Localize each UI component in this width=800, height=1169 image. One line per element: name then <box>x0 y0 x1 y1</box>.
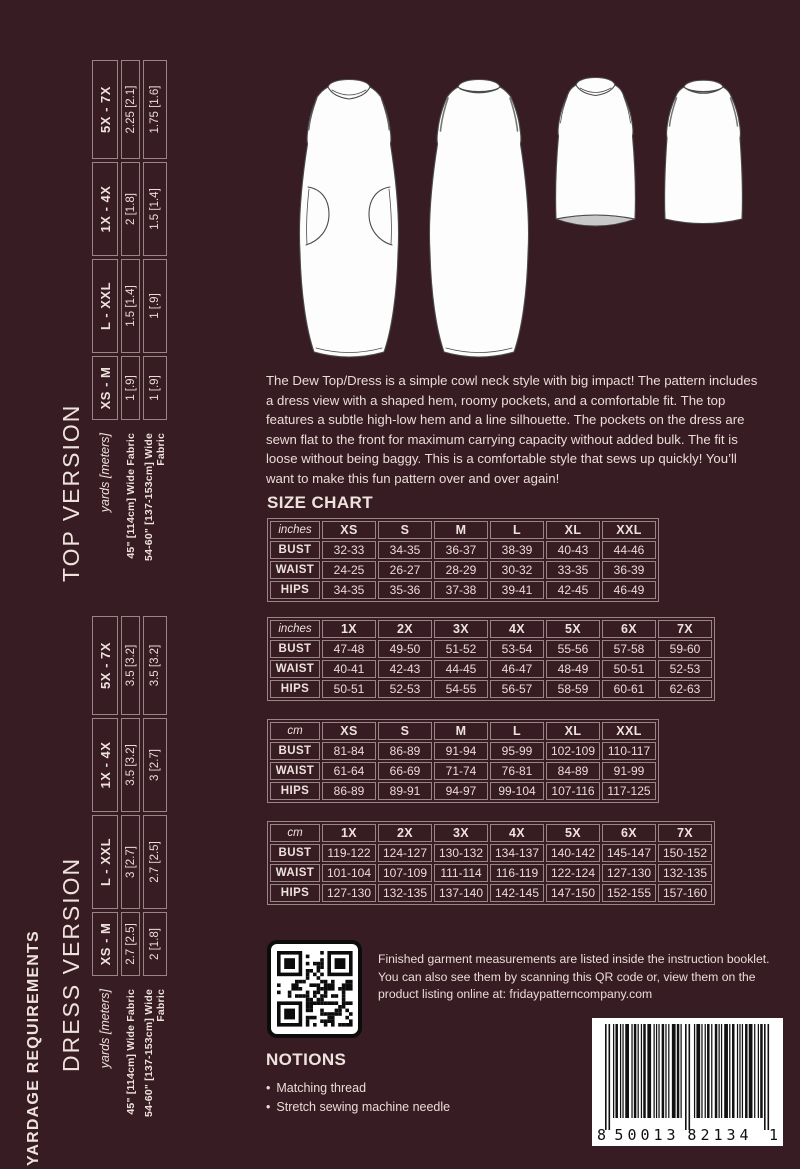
size-chart-row <box>270 680 712 698</box>
size-header-cell: S <box>378 521 432 539</box>
top-back-drawing <box>665 80 743 223</box>
measurement-label-cell: WAIST <box>270 561 320 579</box>
measurement-value-cell: 37-38 <box>434 581 488 599</box>
dress-version-section <box>55 576 185 1142</box>
measurement-value-cell: 142-145 <box>490 884 544 902</box>
measurement-value-cell: 71-74 <box>434 762 488 780</box>
measurement-value-cell: 62-63 <box>658 680 712 698</box>
measurement-label-cell: WAIST <box>270 660 320 678</box>
measurement-value-cell: 38-39 <box>490 541 544 559</box>
measurement-value-cell: 55-56 <box>546 640 600 658</box>
yards-meters-label: yards [meters] <box>98 433 112 513</box>
qr-code-pattern <box>271 944 358 1034</box>
measurement-label-cell: BUST <box>270 742 320 760</box>
yardage-size-header-cell: L - XXL <box>92 815 118 909</box>
measurement-value-cell: 99-104 <box>490 782 544 800</box>
size-chart-table <box>267 821 715 905</box>
measurement-value-cell: 24-25 <box>322 561 376 579</box>
measurement-value-cell: 40-41 <box>322 660 376 678</box>
yardage-size-header-cell: 5X - 7X <box>92 616 118 715</box>
size-chart-header-row <box>270 521 656 539</box>
top-version-section <box>55 20 185 586</box>
measurement-label-cell: WAIST <box>270 864 320 882</box>
size-chart-row <box>270 762 656 780</box>
measurement-value-cell: 54-55 <box>434 680 488 698</box>
measurement-value-cell: 59-60 <box>658 640 712 658</box>
measurement-value-cell: 110-117 <box>602 742 656 760</box>
size-chart-row <box>270 884 712 902</box>
yardage-requirements-title: YARDAGE REQUIREMENTS <box>25 930 42 1166</box>
measurement-value-cell: 57-58 <box>602 640 656 658</box>
size-chart-row <box>270 561 656 579</box>
measurement-value-cell: 46-49 <box>602 581 656 599</box>
measurement-value-cell: 42-43 <box>378 660 432 678</box>
description-line: a dress view with a shaped hem, roomy pockets, and a comfortable fit. The top <box>266 392 726 408</box>
size-table-inches-xs-xxl <box>267 518 659 602</box>
pattern-description <box>266 371 757 489</box>
dress-version-yardage-table <box>89 576 170 1142</box>
measurement-value-cell: 44-45 <box>434 660 488 678</box>
yardage-value-cell: 3 [2.7] <box>121 815 140 909</box>
yardage-size-header-cell: XS - M <box>92 356 118 420</box>
size-header-cell: S <box>378 722 432 740</box>
size-chart-row <box>270 640 712 658</box>
measurement-value-cell: 50-51 <box>322 680 376 698</box>
dress-back-drawing <box>429 80 528 358</box>
measurement-value-cell: 101-104 <box>322 864 376 882</box>
yards-meters-label: yards [meters] <box>98 989 112 1069</box>
measurement-value-cell: 119-122 <box>322 844 376 862</box>
size-header-cell: M <box>434 722 488 740</box>
yardage-table <box>89 613 170 1142</box>
measurement-value-cell: 51-52 <box>434 640 488 658</box>
measurement-value-cell: 52-53 <box>378 680 432 698</box>
measurement-value-cell: 26-27 <box>378 561 432 579</box>
yardage-value-cell: 1.5 [1.4] <box>143 162 167 256</box>
qr-note-line: product listing online at: fridaypatterncompany.com <box>378 987 653 1002</box>
fabric-width-label: 54-60" [137-153cm] Wide Fabric <box>143 433 167 561</box>
yardage-value-cell: 1.75 [1.6] <box>143 60 167 159</box>
measurement-value-cell: 95-99 <box>490 742 544 760</box>
dress-front-drawing <box>299 80 398 358</box>
measurement-value-cell: 28-29 <box>434 561 488 579</box>
size-header-cell: 4X <box>490 620 544 638</box>
yardage-row <box>143 60 167 583</box>
yardage-value-cell: 1 [.9] <box>143 356 167 420</box>
description-line: The Dew Top/Dress is a simple cowl neck style with big impact! The pattern includes <box>266 373 758 388</box>
measurement-value-cell: 117-125 <box>602 782 656 800</box>
measurement-value-cell: 94-97 <box>434 782 488 800</box>
yardage-header-row <box>92 616 118 1139</box>
yardage-value-cell: 1.5 [1.4] <box>121 259 140 353</box>
yardage-size-header-cell: XS - M <box>92 912 118 976</box>
yardage-size-header-cell: 1X - 4X <box>92 162 118 256</box>
size-header-cell: 5X <box>546 824 600 842</box>
yardage-value-cell: 3 [2.7] <box>143 718 167 812</box>
size-chart-row <box>270 782 656 800</box>
measurement-label-cell: HIPS <box>270 884 320 902</box>
measurement-value-cell: 107-109 <box>378 864 432 882</box>
measurement-value-cell: 52-53 <box>658 660 712 678</box>
size-header-cell: XXL <box>602 722 656 740</box>
qr-note-line: You can also see them by scanning this QR code or, view them on the <box>378 969 756 984</box>
size-header-cell: 4X <box>490 824 544 842</box>
yardage-value-cell: 3.5 [3.2] <box>121 718 140 812</box>
size-header-cell: 5X <box>546 620 600 638</box>
size-header-cell: 1X <box>322 824 376 842</box>
measurement-value-cell: 39-41 <box>490 581 544 599</box>
size-chart-row <box>270 581 656 599</box>
measurement-value-cell: 89-91 <box>378 782 432 800</box>
yardage-value-cell: 1 [.9] <box>121 356 140 420</box>
measurement-label-cell: BUST <box>270 844 320 862</box>
size-header-cell: 3X <box>434 824 488 842</box>
yardage-value-cell: 3.5 [3.2] <box>121 616 140 715</box>
unit-label-cell: inches <box>270 521 320 539</box>
garment-drawings-svg <box>265 55 775 370</box>
top-version-title: TOP VERSION <box>58 403 84 582</box>
measurement-value-cell: 58-59 <box>546 680 600 698</box>
measurement-value-cell: 48-49 <box>546 660 600 678</box>
size-header-cell: XXL <box>602 521 656 539</box>
measurement-value-cell: 91-94 <box>434 742 488 760</box>
yardage-header-row <box>92 60 118 583</box>
yardage-value-cell: 2 [1.8] <box>143 912 167 976</box>
measurement-value-cell: 56-57 <box>490 680 544 698</box>
size-chart-row <box>270 541 656 559</box>
yardage-value-cell: 2 [1.8] <box>121 162 140 256</box>
measurement-value-cell: 127-130 <box>602 864 656 882</box>
measurement-value-cell: 140-142 <box>546 844 600 862</box>
size-chart-row <box>270 864 712 882</box>
unit-label-cell: cm <box>270 824 320 842</box>
measurement-value-cell: 91-99 <box>602 762 656 780</box>
size-chart-header-row <box>270 722 656 740</box>
upc-barcode-svg <box>592 1018 783 1146</box>
notions-title: NOTIONS <box>266 1050 347 1069</box>
measurement-value-cell: 152-155 <box>602 884 656 902</box>
measurement-value-cell: 36-39 <box>602 561 656 579</box>
notion-item: • Matching thread <box>266 1079 450 1098</box>
size-header-cell: XS <box>322 722 376 740</box>
measurement-value-cell: 42-45 <box>546 581 600 599</box>
measurement-value-cell: 40-43 <box>546 541 600 559</box>
description-line: features a subtle high-low hem and a line silhouette. The pockets on the dress are <box>266 412 745 428</box>
measurement-value-cell: 132-135 <box>378 884 432 902</box>
measurement-value-cell: 47-48 <box>322 640 376 658</box>
measurement-value-cell: 86-89 <box>322 782 376 800</box>
measurement-label-cell: HIPS <box>270 782 320 800</box>
unit-label-cell: inches <box>270 620 320 638</box>
measurement-label-cell: HIPS <box>270 680 320 698</box>
size-chart-table <box>267 518 659 602</box>
measurement-value-cell: 127-130 <box>322 884 376 902</box>
size-table-cm-xs-xxl <box>267 719 659 803</box>
measurement-value-cell: 35-36 <box>378 581 432 599</box>
size-header-cell: 2X <box>378 824 432 842</box>
description-line: want to make this fun pattern over and over again! <box>266 470 560 486</box>
size-header-cell: XS <box>322 521 376 539</box>
measurement-value-cell: 150-152 <box>658 844 712 862</box>
qr-note-text <box>378 951 770 1004</box>
qr-code <box>267 940 362 1038</box>
measurement-label-cell: HIPS <box>270 581 320 599</box>
measurement-value-cell: 50-51 <box>602 660 656 678</box>
size-table-inches-1x-7x <box>267 617 715 701</box>
yardage-value-cell: 3.5 [3.2] <box>143 616 167 715</box>
measurement-value-cell: 32-33 <box>322 541 376 559</box>
measurement-value-cell: 44-46 <box>602 541 656 559</box>
measurement-value-cell: 145-147 <box>602 844 656 862</box>
size-chart-header-row <box>270 620 712 638</box>
yardage-value-cell: 2.7 [2.5] <box>121 912 140 976</box>
measurement-label-cell: BUST <box>270 541 320 559</box>
measurement-value-cell: 76-81 <box>490 762 544 780</box>
measurement-value-cell: 132-135 <box>658 864 712 882</box>
yardage-row <box>121 60 140 583</box>
measurement-value-cell: 30-32 <box>490 561 544 579</box>
measurement-value-cell: 116-119 <box>490 864 544 882</box>
measurement-value-cell: 111-114 <box>434 864 488 882</box>
yardage-row <box>121 616 140 1139</box>
notions-list <box>266 1079 450 1116</box>
notion-item: • Stretch sewing machine needle <box>266 1098 450 1117</box>
description-line: sewn flat to the front for maximum carrying capacity without added bulk. The fit is <box>266 431 738 447</box>
measurement-value-cell: 34-35 <box>322 581 376 599</box>
measurement-value-cell: 60-61 <box>602 680 656 698</box>
qr-note-line: Finished garment measurements are listed inside the instruction booklet. <box>378 952 770 966</box>
dress-version-title: DRESS VERSION <box>58 856 84 1072</box>
yardage-table <box>89 57 170 586</box>
size-header-cell: 7X <box>658 620 712 638</box>
yardage-value-cell: 1 [.9] <box>143 259 167 353</box>
size-header-cell: 3X <box>434 620 488 638</box>
yardage-value-cell: 2.7 [2.5] <box>143 815 167 909</box>
measurement-value-cell: 81-84 <box>322 742 376 760</box>
size-chart-row <box>270 844 712 862</box>
measurement-value-cell: 134-137 <box>490 844 544 862</box>
yardage-size-header-cell: 1X - 4X <box>92 718 118 812</box>
size-header-cell: 6X <box>602 620 656 638</box>
measurement-value-cell: 130-132 <box>434 844 488 862</box>
measurement-value-cell: 53-54 <box>490 640 544 658</box>
size-header-cell: L <box>490 722 544 740</box>
measurement-value-cell: 49-50 <box>378 640 432 658</box>
measurement-value-cell: 137-140 <box>434 884 488 902</box>
measurement-value-cell: 36-37 <box>434 541 488 559</box>
barcode-digit-left: 8 <box>597 1126 607 1144</box>
size-chart-table <box>267 719 659 803</box>
fabric-width-label: 45" [114cm] Wide Fabric <box>124 433 137 559</box>
measurement-value-cell: 102-109 <box>546 742 600 760</box>
measurement-value-cell: 124-127 <box>378 844 432 862</box>
measurement-value-cell: 107-116 <box>546 782 600 800</box>
measurement-value-cell: 122-124 <box>546 864 600 882</box>
size-chart-title: SIZE CHART <box>267 493 373 512</box>
measurement-label-cell: BUST <box>270 640 320 658</box>
size-header-cell: M <box>434 521 488 539</box>
measurement-value-cell: 86-89 <box>378 742 432 760</box>
barcode-digits-group2: 82134 <box>687 1126 753 1144</box>
size-table-cm-1x-7x <box>267 821 715 905</box>
top-front-drawing <box>556 78 636 227</box>
size-chart-header-row <box>270 824 712 842</box>
garment-line-drawings <box>265 55 775 370</box>
notions-section <box>266 1050 450 1116</box>
measurement-value-cell: 61-64 <box>322 762 376 780</box>
size-chart-table <box>267 617 715 701</box>
size-chart-row <box>270 660 712 678</box>
yardage-size-header-cell: L - XXL <box>92 259 118 353</box>
measurement-value-cell: 34-35 <box>378 541 432 559</box>
barcode-digit-right: 1 <box>768 1126 778 1144</box>
measurement-label-cell: WAIST <box>270 762 320 780</box>
measurement-value-cell: 147-150 <box>546 884 600 902</box>
size-header-cell: 2X <box>378 620 432 638</box>
measurement-value-cell: 66-69 <box>378 762 432 780</box>
fabric-width-label: 54-60" [137-153cm] Wide Fabric <box>143 989 167 1117</box>
yardage-row <box>143 616 167 1139</box>
measurement-value-cell: 46-47 <box>490 660 544 678</box>
measurement-value-cell: 33-35 <box>546 561 600 579</box>
description-line: loose without being baggy. This is a comfortable style that sews up quickly! You’ll <box>266 451 737 467</box>
measurement-value-cell: 84-89 <box>546 762 600 780</box>
barcode-digits-group1: 50013 <box>614 1126 680 1144</box>
size-header-cell: L <box>490 521 544 539</box>
size-header-cell: XL <box>546 722 600 740</box>
yardage-value-cell: 2.25 [2.1] <box>121 60 140 159</box>
size-header-cell: 7X <box>658 824 712 842</box>
size-header-cell: 1X <box>322 620 376 638</box>
fabric-width-label: 45" [114cm] Wide Fabric <box>124 989 137 1115</box>
measurement-value-cell: 157-160 <box>658 884 712 902</box>
unit-label-cell: cm <box>270 722 320 740</box>
upc-barcode <box>592 1018 783 1146</box>
size-chart-row <box>270 742 656 760</box>
size-header-cell: XL <box>546 521 600 539</box>
size-header-cell: 6X <box>602 824 656 842</box>
yardage-size-header-cell: 5X - 7X <box>92 60 118 159</box>
top-version-yardage-table <box>89 20 170 586</box>
